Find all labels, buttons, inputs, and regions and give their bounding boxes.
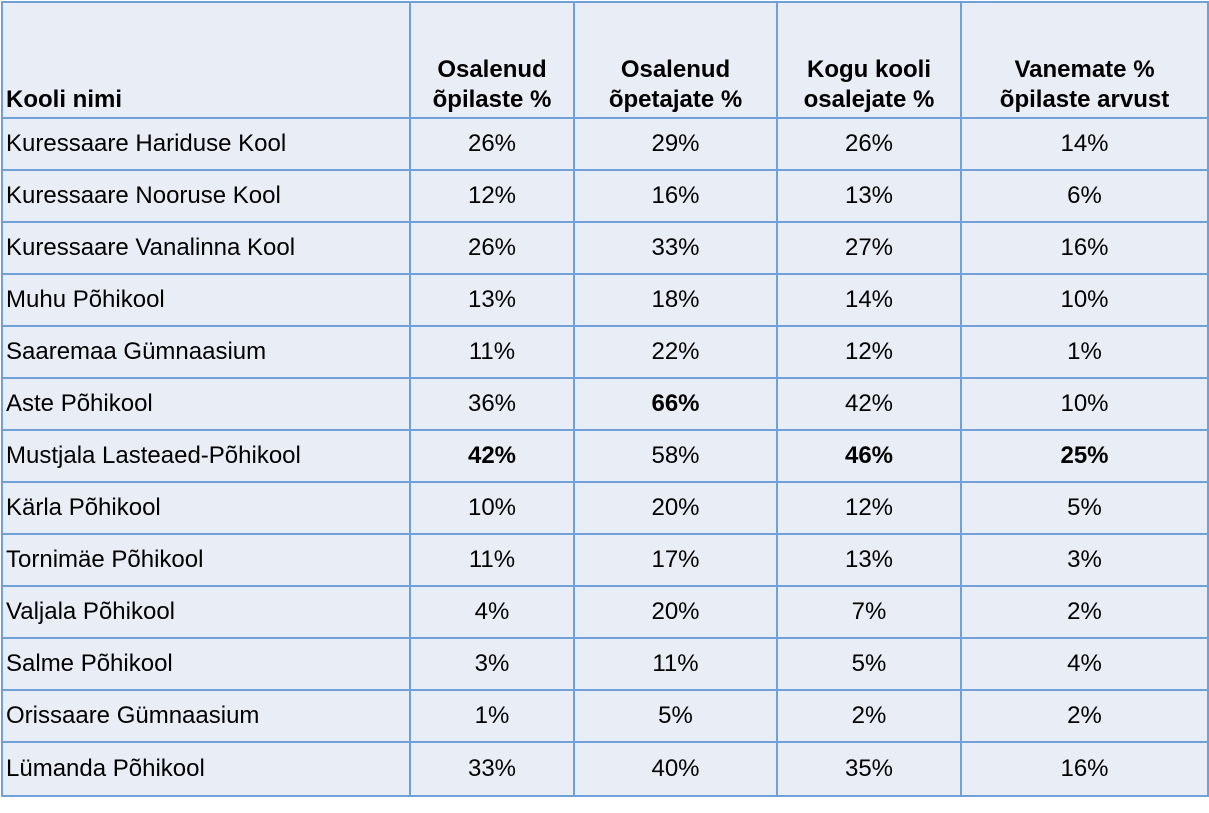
header-teachers-pct (574, 2, 777, 118)
total-pct-cell: 13% (777, 534, 961, 586)
table-row (2, 638, 1208, 690)
school-name-cell: Kuressaare Nooruse Kool (2, 170, 410, 222)
total-pct-cell: 13% (777, 170, 961, 222)
teachers-pct-cell: 22% (574, 326, 777, 378)
parents-pct-cell: 14% (961, 118, 1208, 170)
table-row (2, 742, 1208, 796)
school-participation-table (1, 1, 1209, 797)
teachers-pct-cell: 20% (574, 586, 777, 638)
school-name-cell: Orissaare Gümnaasium (2, 690, 410, 742)
teachers-pct-cell: 29% (574, 118, 777, 170)
header-students-line-1: Osalenud (437, 56, 547, 83)
parents-pct-cell: 4% (961, 638, 1208, 690)
parents-pct-cell: 5% (961, 482, 1208, 534)
parents-pct-cell-highlighted: 25% (961, 430, 1208, 482)
table-row (2, 222, 1208, 274)
header-total-line-2: osalejate % (803, 86, 935, 113)
total-pct-cell: 27% (777, 222, 961, 274)
teachers-pct-cell: 20% (574, 482, 777, 534)
parents-pct-cell: 2% (961, 586, 1208, 638)
total-pct-cell: 42% (777, 378, 961, 430)
header-students-line-2: õpilaste % (432, 86, 552, 113)
total-pct-cell: 7% (777, 586, 961, 638)
school-name-cell: Tornimäe Põhikool (2, 534, 410, 586)
students-pct-cell: 12% (410, 170, 574, 222)
teachers-pct-cell: 40% (574, 742, 777, 796)
parents-pct-cell: 16% (961, 742, 1208, 796)
students-pct-cell: 1% (410, 690, 574, 742)
school-name-cell: Kuressaare Vanalinna Kool (2, 222, 410, 274)
total-pct-cell: 12% (777, 482, 961, 534)
total-pct-cell: 14% (777, 274, 961, 326)
school-name-cell: Salme Põhikool (2, 638, 410, 690)
table-row (2, 534, 1208, 586)
total-pct-cell: 5% (777, 638, 961, 690)
parents-pct-cell: 3% (961, 534, 1208, 586)
school-name-cell: Muhu Põhikool (2, 274, 410, 326)
header-total-pct (777, 2, 961, 118)
parents-pct-cell: 10% (961, 274, 1208, 326)
teachers-pct-cell-highlighted: 66% (574, 378, 777, 430)
header-students-pct (410, 2, 574, 118)
school-name-cell: Lümanda Põhikool (2, 742, 410, 796)
students-pct-cell: 11% (410, 534, 574, 586)
teachers-pct-cell: 5% (574, 690, 777, 742)
students-pct-cell: 26% (410, 118, 574, 170)
school-name-cell: Saaremaa Gümnaasium (2, 326, 410, 378)
header-parents-line-2: õpilaste arvust (999, 86, 1170, 113)
table-row (2, 690, 1208, 742)
total-pct-cell: 35% (777, 742, 961, 796)
teachers-pct-cell: 11% (574, 638, 777, 690)
table-row (2, 378, 1208, 430)
table-row (2, 118, 1208, 170)
table-row (2, 482, 1208, 534)
header-school-name: Kooli nimi (2, 2, 410, 118)
students-pct-cell: 13% (410, 274, 574, 326)
parents-pct-cell: 1% (961, 326, 1208, 378)
total-pct-cell: 26% (777, 118, 961, 170)
header-parents-pct (961, 2, 1208, 118)
school-name-cell: Aste Põhikool (2, 378, 410, 430)
total-pct-cell: 2% (777, 690, 961, 742)
header-parents-line-1: Vanemate % (1014, 56, 1155, 83)
teachers-pct-cell: 58% (574, 430, 777, 482)
total-pct-cell: 12% (777, 326, 961, 378)
header-total-line-1: Kogu kooli (807, 56, 931, 83)
teachers-pct-cell: 17% (574, 534, 777, 586)
students-pct-cell: 4% (410, 586, 574, 638)
students-pct-cell: 10% (410, 482, 574, 534)
school-name-cell: Kärla Põhikool (2, 482, 410, 534)
teachers-pct-cell: 16% (574, 170, 777, 222)
table-row (2, 586, 1208, 638)
total-pct-cell-highlighted: 46% (777, 430, 961, 482)
students-pct-cell-highlighted: 42% (410, 430, 574, 482)
school-name-cell: Mustjala Lasteaed-Põhikool (2, 430, 410, 482)
students-pct-cell: 11% (410, 326, 574, 378)
table-row (2, 274, 1208, 326)
table-row (2, 170, 1208, 222)
table-row (2, 430, 1208, 482)
students-pct-cell: 26% (410, 222, 574, 274)
header-row (2, 2, 1208, 118)
students-pct-cell: 36% (410, 378, 574, 430)
teachers-pct-cell: 18% (574, 274, 777, 326)
parents-pct-cell: 16% (961, 222, 1208, 274)
teachers-pct-cell: 33% (574, 222, 777, 274)
school-name-cell: Kuressaare Hariduse Kool (2, 118, 410, 170)
header-teachers-line-2: õpetajate % (608, 86, 743, 113)
students-pct-cell: 3% (410, 638, 574, 690)
parents-pct-cell: 10% (961, 378, 1208, 430)
header-teachers-line-1: Osalenud (620, 56, 731, 83)
parents-pct-cell: 2% (961, 690, 1208, 742)
school-name-cell: Valjala Põhikool (2, 586, 410, 638)
table-row (2, 326, 1208, 378)
students-pct-cell: 33% (410, 742, 574, 796)
parents-pct-cell: 6% (961, 170, 1208, 222)
